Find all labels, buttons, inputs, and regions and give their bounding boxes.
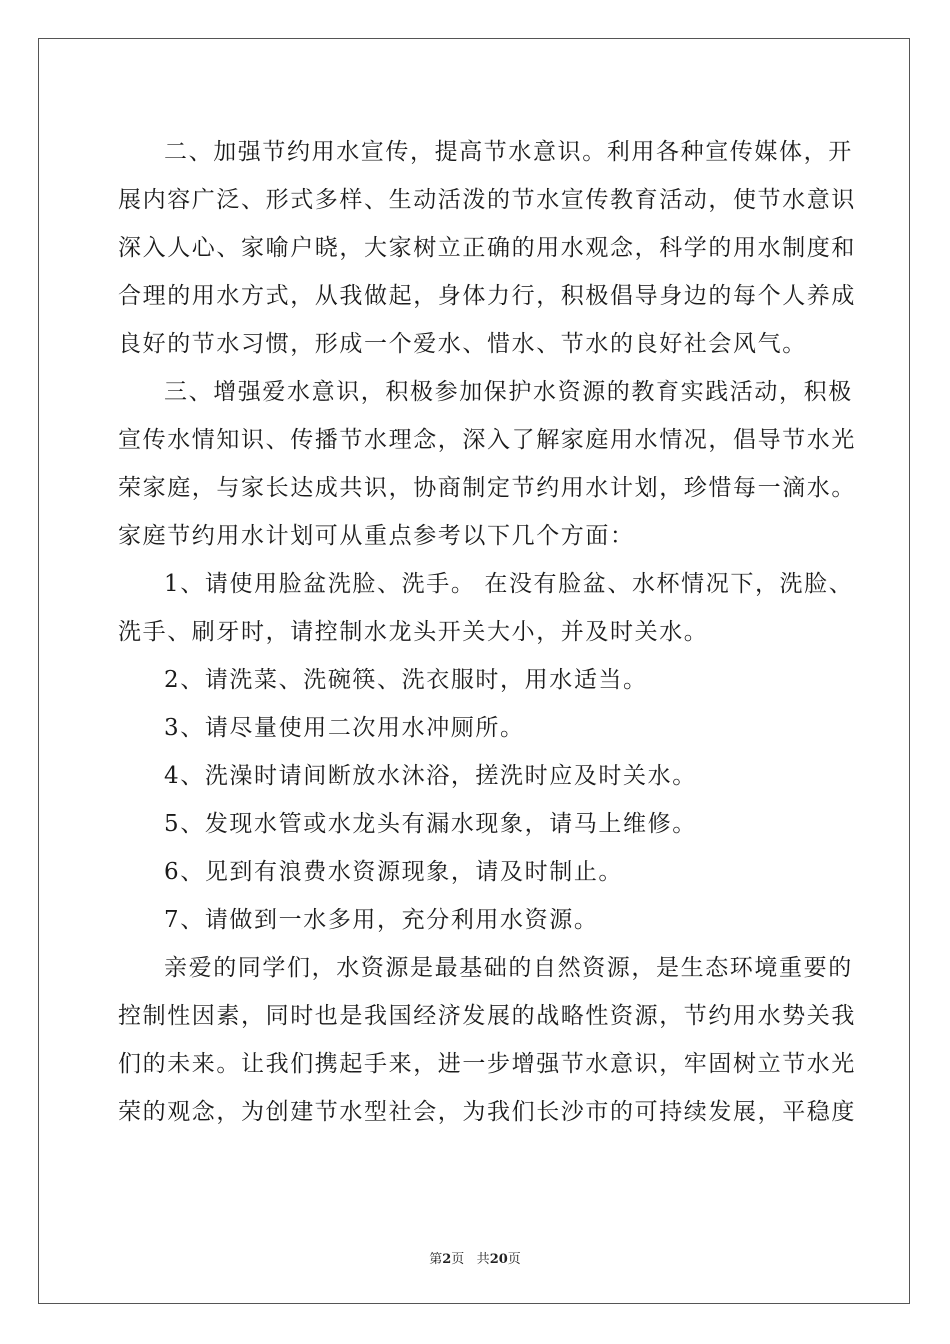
paragraph-line: 良好的节水习惯，形成一个爱水、惜水、节水的良好社会风气。 [118, 331, 807, 357]
list-item-line: 7、请做到一水多用，充分利用水资源。 [164, 907, 599, 933]
list-item-line: 2、请洗菜、洗碗筷、洗衣服时，用水适当。 [164, 667, 648, 693]
paragraph-line: 合理的用水方式，从我做起，身体力行，积极倡导身边的每个人养成 [118, 283, 856, 309]
page-prefix: 第 [429, 1252, 443, 1267]
list-item-line: 6、见到有浪费水资源现象，请及时制止。 [164, 859, 624, 885]
paragraph-line: 家庭节约用水计划可从重点参考以下几个方面： [118, 523, 635, 549]
paragraph-line: 二、加强节约用水宣传，提高节水意识。利用各种宣传媒体，开 [164, 139, 853, 165]
page-suffix: 页 [451, 1252, 465, 1267]
total-pages: 20 [489, 1252, 508, 1267]
paragraph-line: 展内容广泛、形式多样、生动活泼的节水宣传教育活动，使节水意识 [118, 187, 856, 213]
total-suffix: 页 [507, 1252, 521, 1267]
list-item-line: 4、洗澡时请间断放水沐浴，搓洗时应及时关水。 [164, 763, 697, 789]
list-item-line: 5、发现水管或水龙头有漏水现象，请马上维修。 [164, 811, 697, 837]
page-number: 2 [442, 1252, 452, 1267]
paragraph-line: 们的未来。让我们携起手来，进一步增强节水意识，牢固树立节水光 [118, 1051, 856, 1077]
list-item-line: 3、请尽量使用二次用水冲厕所。 [164, 715, 525, 741]
document-body [118, 128, 856, 1136]
paragraph-line: 荣家庭，与家长达成共识，协商制定节约用水计划，珍惜每一滴水。 [118, 475, 856, 501]
list-item-line: 1、请使用脸盆洗脸、洗手。 在没有脸盆、水杯情况下，洗脸、 [164, 571, 854, 597]
paragraph-line: 荣的观念，为创建节水型社会，为我们长沙市的可持续发展，平稳度 [118, 1099, 856, 1125]
paragraph-line: 亲爱的同学们，水资源是最基础的自然资源，是生态环境重要的 [164, 955, 853, 981]
list-item-line: 洗手、刷牙时，请控制水龙头开关大小，并及时关水。 [118, 619, 709, 645]
paragraph-line: 深入人心、家喻户晓，大家树立正确的用水观念，科学的用水制度和 [118, 235, 856, 261]
page-footer [0, 1248, 950, 1267]
total-prefix: 共 [476, 1252, 490, 1267]
paragraph-line: 宣传水情知识、传播节水理念，深入了解家庭用水情况，倡导节水光 [118, 427, 856, 453]
paragraph-line: 控制性因素，同时也是我国经济发展的战略性资源，节约用水势关我 [118, 1003, 856, 1029]
paragraph-line: 三、增强爱水意识，积极参加保护水资源的教育实践活动，积极 [164, 379, 853, 405]
